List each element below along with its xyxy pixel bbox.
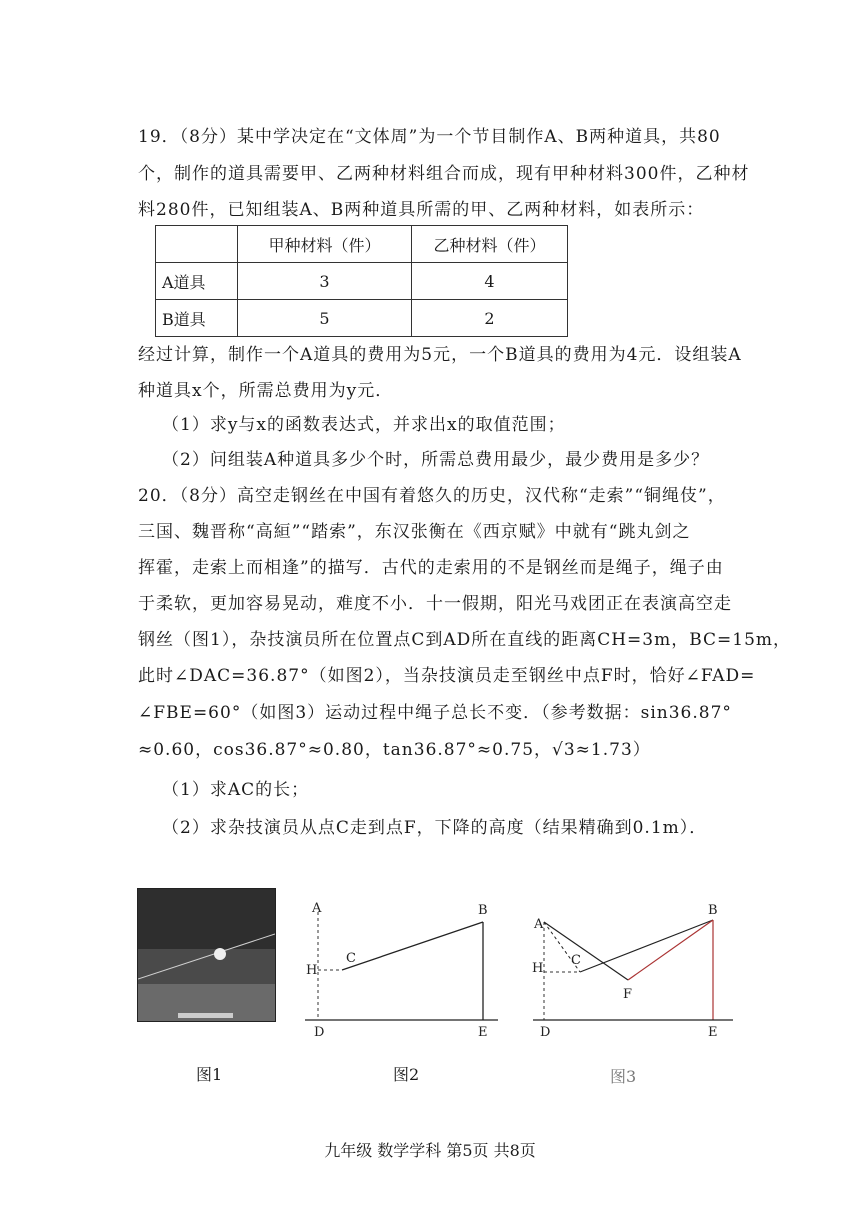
q19-line-2: 个，制作的道具需要甲、乙两种材料组合而成，现有甲种材料300件，乙种材 bbox=[138, 164, 750, 184]
q20-line-1: 20．（8分）高空走钢丝在中国有着悠久的历史，汉代称“走索”“铜绳伎”， bbox=[138, 486, 726, 506]
point-a-label: A bbox=[534, 917, 544, 932]
q19-line-1: 19．（8分）某中学决定在“文体周”为一个节目制作A、B两种道具，共80 bbox=[138, 127, 721, 147]
table-header-cell bbox=[156, 226, 238, 263]
q19-line-5: 种道具x个，所需总费用为y元． bbox=[138, 381, 394, 401]
table-cell: 4 bbox=[412, 263, 568, 300]
figure-2-caption: 图2 bbox=[393, 1065, 420, 1084]
point-e-label: E bbox=[708, 1025, 718, 1040]
q20-part-1: （1）求AC的长； bbox=[162, 780, 310, 800]
q20-line-7: ∠FBE=60°（如图3）运动过程中绳子总长不变．（参考数据：sin36.87° bbox=[138, 703, 732, 723]
table-row bbox=[156, 300, 568, 337]
table-header-cell: 乙种材料（件） bbox=[412, 226, 568, 263]
q20-part-2: （2）求杂技演员从点C走到点F，下降的高度（结果精确到0.1m）． bbox=[162, 818, 708, 838]
figure-1-caption: 图1 bbox=[196, 1065, 223, 1084]
circus-photo-drawing bbox=[138, 889, 275, 1021]
point-c-label: C bbox=[346, 951, 356, 966]
point-d-label: D bbox=[540, 1025, 551, 1040]
q20-line-5: 钢丝（图1），杂技演员所在位置点C到AD所在直线的距离CH=3m，BC=15m， bbox=[138, 630, 792, 650]
figure-3-diagram bbox=[528, 900, 738, 1040]
table-cell: 5 bbox=[238, 300, 412, 337]
q19-part-2: （2）问组装A种道具多少个时，所需总费用最少，最少费用是多少？ bbox=[162, 450, 710, 470]
point-d-label: D bbox=[314, 1025, 325, 1040]
q20-line-2: 三国、魏晋称“高絙”“踏索”，东汉张衡在《西京赋》中就有“跳丸剑之 bbox=[138, 522, 691, 542]
point-b-label: B bbox=[708, 903, 718, 918]
table-header-cell: 甲种材料（件） bbox=[238, 226, 412, 263]
figure-2-diagram bbox=[300, 900, 500, 1040]
q20-line-8: ≈0.60，cos36.87°≈0.80，tan36.87°≈0.75，√3≈1.73） bbox=[138, 740, 651, 760]
q19-line-3: 料280件，已知组装A、B两种道具所需的甲、乙两种材料，如表所示： bbox=[138, 200, 705, 220]
table-header-row bbox=[156, 226, 568, 263]
table-cell: 3 bbox=[238, 263, 412, 300]
table-row bbox=[156, 263, 568, 300]
point-h-label: H bbox=[532, 961, 544, 976]
point-e-label: E bbox=[478, 1025, 488, 1040]
materials-table bbox=[155, 225, 568, 337]
table-cell: A道具 bbox=[156, 263, 238, 300]
point-c-label: C bbox=[571, 953, 581, 968]
q20-line-4: 于柔软，更加容易晃动，难度不小．十一假期，阳光马戏团正在表演高空走 bbox=[138, 594, 732, 614]
point-b-label: B bbox=[478, 903, 488, 918]
q19-line-4: 经过计算，制作一个A道具的费用为5元，一个B道具的费用为4元．设组装A bbox=[138, 345, 742, 365]
figure-3-caption: 图3 bbox=[610, 1067, 637, 1086]
q20-line-3: 挥霍，走索上而相逢”的描写．古代的走索用的不是钢丝而是绳子，绳子由 bbox=[138, 558, 724, 578]
q19-part-1: （1）求y与x的函数表达式，并求出x的取值范围； bbox=[162, 415, 566, 435]
circus-photo bbox=[137, 888, 276, 1022]
page-footer: 九年级 数学学科 第5页 共8页 bbox=[324, 1141, 536, 1160]
point-f-label: F bbox=[623, 987, 633, 1002]
point-a-label: A bbox=[312, 901, 322, 916]
table-cell: 2 bbox=[412, 300, 568, 337]
table-cell: B道具 bbox=[156, 300, 238, 337]
q20-line-6: 此时∠DAC=36.87°（如图2），当杂技演员走至钢丝中点F时，恰好∠FAD= bbox=[138, 666, 756, 686]
point-h-label: H bbox=[306, 963, 318, 978]
